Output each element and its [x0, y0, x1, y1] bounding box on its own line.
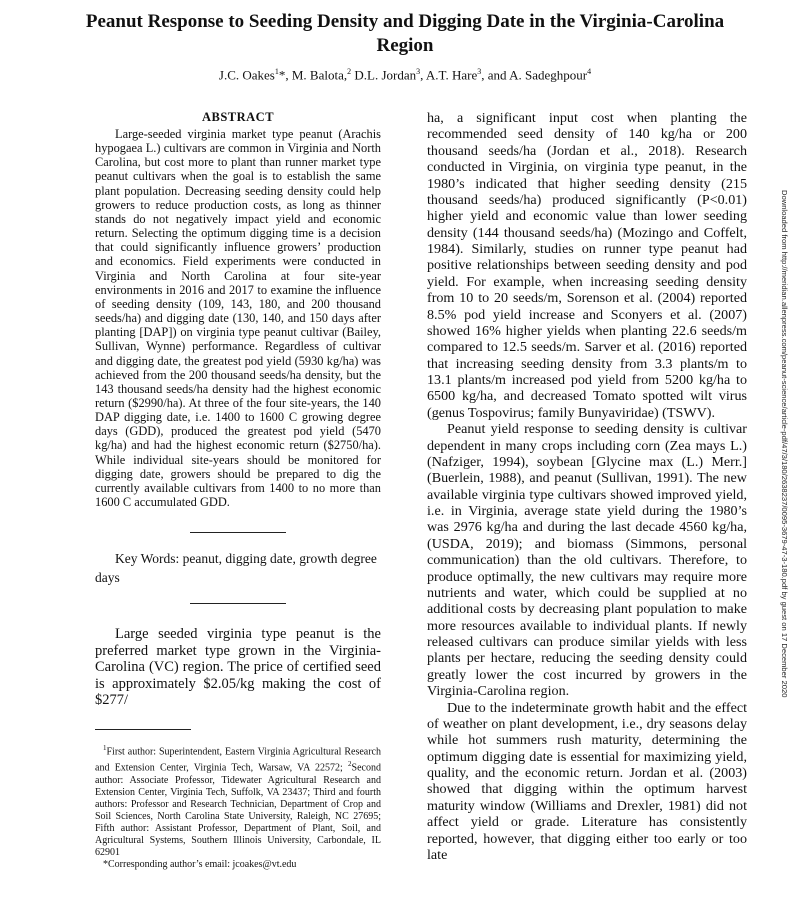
right-column [427, 110, 747, 863]
body-paragraph: Peanut yield response to seeding density is cultivar dependent in many crops including corn (Zea mays L.) (Nafziger, 1994), soybean [Glycine max (L.) Merr.] (Buerlein, 1988), and peanut (Sullivan, 1991). The new available virginia type cultivars showed improved yield, i.e. in Virginia, average state yield during the 1980’s was 2976 kg/ha and during the last decade 4560 kg/ha, (USDA, 2019); and biomass (Simmons, personal communication) than the old cultivars. Therefore, to produce optimally, the new cultivars may require more nutrients and water, which could be supplied at no additional costs by decreasing plant population to make more resources available to individual plants. If newly released cultivars can produce similar yields with less plants per hectare, reducing the seeding density could greatly lower the cost incurred by growers in the Virginia-Carolina region. [427, 421, 747, 700]
footnote-text: First author: Superintendent, Eastern Virginia Agricultural Research and Extension Center, Virginia Tech, Warsaw, VA 22572; [95, 746, 381, 774]
abstract-heading: ABSTRACT [201, 110, 275, 124]
paper-title: Peanut Response to Seeding Density and Digging Date in the Virginia-Carolina Region [85, 11, 725, 56]
intro-paragraph: Large seeded virginia type peanut is the preferred market type grown in the Virginia-Carolina (VC) region. The price of certified seed is approximately $2.05/kg making the cost of $277/ [95, 626, 381, 709]
footnote-text: Second author: Associate Professor, Tidewater Agricultural Research and Extension Center, Virginia Tech, Suffolk, VA 23437; Third and fourth authors: Professor and Research Technician, Department of Crop and Soil Sciences, North Carolina State University, Raleigh, NC 27695; Fifth author: Assistant Professor, Department of Plant, Soil, and Agricultural Systems, Southern Illinois University, Carbondale, IL 62901 [95, 762, 381, 859]
author-separator: , [420, 67, 426, 83]
footnote-mark: 2 [348, 760, 352, 769]
author-name: M. Balota, [291, 67, 348, 83]
author-name: D.L. Jordan [354, 67, 417, 83]
author-affiliation-mark: 3 [416, 67, 421, 76]
abstract-text: Large-seeded virginia market type peanut (Arachis hypogaea L.) cultivars are common in Virginia and North Carolina, but cost more to plant than runner market type peanut cultivars when the goal is to establish the same plant population. Decreasing seeding density could help growers to reduce production costs, as long as thinner stands do not negatively impact yield and economic return. Selecting the optimum digging time is a decision that could significantly influence growers’ production and economics. Field experiments were conducted in Virginia and North Carolina at four site-year environments in 2016 and 2017 to examine the influence of seeding density (109, 143, 180, and 200 thousand seeds/ha) and digging date (130, 140, and 150 days after planting [DAP]) on virginia type peanut cultivar (Bailey, Sullivan, Wynne) performance. Regardless of cultivar and digging date, the greatest pod yield (5930 kg/ha) was achieved from the 200 thousand seeds/ha density, but the 143 thousand seeds/ha density had the highest economic return ($2990/ha). At three of the four site-years, the 140 DAP digging date, i.e. 1400 to 1600 C growing degree days (GDD), produced the greatest pod yield (5470 kg/ha) and had the highest economic return ($2750/ha). While individual site-years should be monitored for digging date, growers should be prepared to dig the currently available cultivars from 1400 to no more than 1600 C accumulated GDD. [95, 127, 381, 510]
author-affiliation-mark: 3 [477, 67, 482, 76]
download-notice: Downloaded from http://meridian.allenpress.com/peanut-science/article-pdf/47/3/180/2638237/0095-3679-47-3-180.pdf by guest on 17 December 2020 [780, 190, 789, 698]
footnote [95, 859, 381, 871]
author-name: A. Sadeghpour [509, 67, 588, 83]
body-paragraph: Due to the indeterminate growth habit and the effect of weather on plant development, i.e., dry seasons delay while hot summers rush maturity, determining the optimum digging date is essential for maximizing yield, quality, and the economic return. Jordan et al. (2003) showed that digging within the optimum harvest maturity window (Williams and Drexler, 1981) did not affect yield or grade. Literature has consistently reported, however, that digging either too early or too late [427, 699, 747, 863]
author-list [60, 64, 750, 83]
author-separator: *, [278, 67, 292, 83]
author-affiliation-mark: 4 [587, 67, 592, 76]
footnote-text: *Corresponding author’s email: jcoakes@vt.edu [103, 859, 297, 871]
keywords: Key Words: peanut, digging date, growth degree days [95, 551, 377, 586]
footnote-mark: 1 [103, 743, 107, 752]
author-affiliation-mark: 2 [347, 67, 352, 76]
left-column [95, 110, 381, 871]
footnotes [95, 742, 381, 872]
body-paragraph: ha, a significant input cost when planting the recommended seed density of 140 kg/ha or 200 thousand seeds/ha (Jordan et al., 2018). Research conducted in Virginia, on virginia type peanut, in the 1980’s indicated that higher seeding density (215 thousand seeds/ha) produced significantly (P<0.01) higher yield and economic value than lower seeding density (144 thousand seeds/ha) (Mozingo and Coffelt, 1984). Similarly, studies on runner type peanut had positive relationships between seeding density and pod yield. For example, when increasing seeding density from 10 to 20 seeds/m, Sorenson et al. (2004) reported 8.5% pod yield increase and Sconyers et al. (2007) showed 16% higher yields when planting 22.6 seeds/m compared to 12.5 seeds/m. Sarver et al. (2016) reported that increasing seeding density from 3.3 plants/m to 13.1 plants/m increased pod yield from 5200 kg/ha to 6500 kg/ha, and decreased Tomato spotted wilt virus (genus Tospovirus; family Bunyaviridae) (TSWV). [427, 110, 747, 421]
author-affiliation-mark: 1 [274, 67, 279, 76]
author-name: J.C. Oakes [218, 67, 275, 83]
author-name: A.T. Hare [425, 67, 478, 83]
author-separator: , and [481, 67, 510, 83]
footnote [95, 742, 381, 860]
